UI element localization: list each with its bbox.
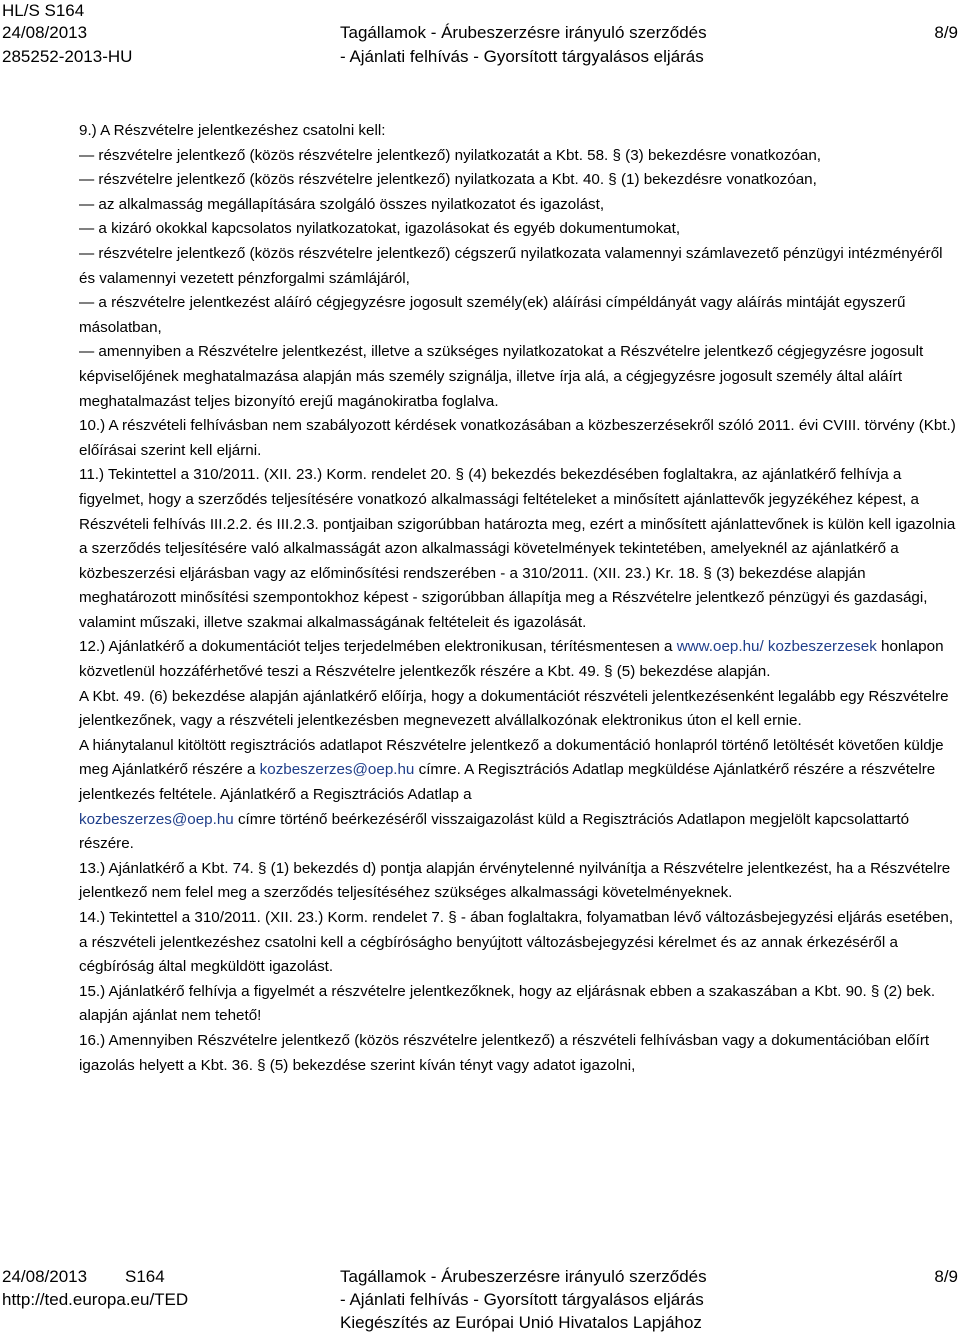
footer-date: 24/08/2013 bbox=[2, 1267, 88, 1286]
paragraph: 13.) Ajánlatkérő a Kbt. 74. § (1) bekezdés d) pontja alapján érvénytelenné nyilvánítja a Részvételre jelentkezést, ha a Részvételre jelentkező nem felel meg a szerződés teljesítéséhez szükséges alkalmassági követelményeknek. bbox=[79, 859, 951, 902]
paragraph: 14.) Tekintettel a 310/2011. (XII. 23.) Korm. rendelet 7. § - ában foglaltakra, folyamatban lévő változásbejegyzési eljárás esetében, a részvételi jelentkezéshez csatolni kell a cégbíróságho benyújtott változásbejegyzési kérelmet és az annak érkezéséről a cégbíróság által megküldött igazolást. bbox=[79, 909, 954, 976]
header-date: 24/08/2013 bbox=[2, 23, 88, 42]
footer-page-number: 8/9 bbox=[934, 1267, 958, 1286]
paragraph: — a részvételre jelentkezést aláíró cégjegyzésre jogosult személy(ek) aláírási címpéldányát vagy aláírás mintáját egyszerű másolatban, bbox=[79, 294, 906, 336]
header-title: Tagállamok - Árubeszerzésre irányuló szerződés bbox=[340, 23, 707, 42]
paragraph: 16.) Amennyiben Részvételre jelentkező (közös részvételre jelentkező) a részvételi felhívásban vagy a dokumentációban előírt igazolás helyett a Kbt. 36. § (5) bekezdése szerint kíván tényt vagy adatot igazolni, bbox=[79, 1031, 930, 1074]
email-link[interactable]: kozbeszerzes@oep.hu bbox=[79, 810, 234, 828]
header-code: HL/S S164 bbox=[2, 1, 85, 20]
paragraph: — részvételre jelentkező (közös részvételre jelentkező) nyilatkozatát a Kbt. 58. § (3) bekezdésre vonatkozóan, bbox=[79, 146, 822, 164]
text: 12.) Ajánlatkérő a dokumentációt teljes terjedelmében elektronikusan, térítésmentesen a bbox=[79, 638, 677, 656]
footer-title: Tagállamok - Árubeszerzésre irányuló szerződés bbox=[340, 1267, 707, 1286]
paragraph: — az alkalmasság megállapítására szolgáló összes nyilatkozatot és igazolást, bbox=[79, 195, 605, 213]
header-ref: 285252-2013-HU bbox=[2, 47, 133, 66]
paragraph: 9.) A Részvételre jelentkezéshez csatolni kell: bbox=[79, 122, 386, 139]
oep-link[interactable]: www.oep.hu/ kozbeszerzesek bbox=[676, 638, 877, 656]
footer-supplement: Kiegészítés az Európai Unió Hivatalos Lapjához bbox=[340, 1313, 702, 1332]
footer-code: S164 bbox=[125, 1267, 165, 1286]
paragraph: — részvételre jelentkező (közös részvételre jelentkező) nyilatkozata a Kbt. 40. § (1) bekezdésre vonatkozóan, bbox=[79, 171, 817, 189]
paragraph-registration bbox=[79, 734, 959, 857]
email-link[interactable]: kozbeszerzes@oep.hu bbox=[259, 761, 415, 779]
text: A hiánytalanul kitöltött regisztrációs adatlapot Részvételre jelentkező a dokumentáció honlapról történő letöltését követően küldje meg Ajánlatkérő részére a bbox=[79, 736, 944, 779]
paragraph: 11.) Tekintettel a 310/2011. (XII. 23.) Korm. rendelet 20. § (4) bekezdés bekezdésében foglaltakra, az ajánlatkérő felhívja a figyelmet, hogy a szerződés teljesítésére vonatkozó alkalmassági feltételeket a minősített ajánlattevők jegyzékéhez képest, a Részvételi felhívás III.2.2. és III.2.3. pontjaiban szigorúbban határozta meg, ezért a minősített ajánlattevőnek is külön kell igazolnia a szerződés teljesítésére való alkalmasságát azon alkalmassági követelmények tekintetében, amelyeknél az ajánlatkérő a közbeszerzési eljárásban vagy az előminősítési rendszerében - a 310/2011. (XII. 23.) Kr. 18. § (3) bekezdése alapján meghatározott minősítési szempontokhoz képest - szigorúbban állapítja meg a Részvételre jelentkező pénzügyi és gazdasági, valamint műszaki, illetve szakmai alkalmasságának feltételeit és igazolását. bbox=[79, 466, 956, 631]
paragraph: 15.) Ajánlatkérő felhívja a figyelmét a részvételre jelentkezőknek, hogy az eljárásnak ebben a szakaszában a Kbt. 90. § (2) bek. alapján ajánlat nem tehető! bbox=[79, 982, 936, 1025]
paragraph: — a kizáró okokkal kapcsolatos nyilatkozatokat, igazolásokat és egyéb dokumentumokat, bbox=[79, 220, 681, 238]
footer-url[interactable]: http://ted.europa.eu/TED bbox=[2, 1290, 189, 1309]
text: címre történő beérkezéséről visszaigazolást küld a Regisztrációs Adatlapon megjelölt kapcsolattartó részére. bbox=[79, 810, 910, 853]
document-body bbox=[79, 119, 959, 1078]
text: honlapon közvetlenül hozzáférhetővé teszi a Részvételre jelentkezők részére a Kbt. 49. § (5) bekezdése alapján. bbox=[79, 638, 944, 681]
paragraph-12 bbox=[79, 635, 959, 684]
paragraph: — részvételre jelentkező (közös részvételre jelentkező) cégszerű nyilatkozata valamennyi számlavezető pénzügyi intézményéről és valamennyi vezetett pénzforgalmi számlájáról, bbox=[79, 244, 943, 287]
paragraph: A Kbt. 49. (6) bekezdése alapján ajánlatkérő előírja, hogy a dokumentációt részvételi jelentkezésenként legalább egy Részvételre jelentkezőnek, vagy a részvételi jelentkezésben megnevezett alvállalkozónak elektronikus úton el kell ernie. bbox=[79, 687, 949, 730]
paragraph: 10.) A részvételi felhívásban nem szabályozott kérdések vonatkozásában a közbeszerzésekről szóló 2011. évi CVIII. törvény (Kbt.) előírásai szerint kell eljárni. bbox=[79, 417, 956, 459]
header-subtitle: - Ajánlati felhívás - Gyorsított tárgyalásos eljárás bbox=[340, 47, 704, 66]
header-page-number: 8/9 bbox=[934, 23, 958, 42]
paragraph: — amennyiben a Részvételre jelentkezést, illetve a szükséges nyilatkozatokat a Részvételre jelentkező cégjegyzésre jogosult képviselőjének meghatalmazása alapján más személy szignálja, illetve írja alá, a cégjegyzésre jogosult személy által aláírt meghatalmazást teljes bizonyító erejű magánokiratba foglalva. bbox=[79, 343, 924, 410]
text: címre. A Regisztrációs Adatlap megküldése Ajánlatkérő részére a részvételre jelentkezés feltétele. Ajánlatkérő a Regisztrációs Adatlap a bbox=[79, 761, 936, 804]
footer-subtitle: - Ajánlati felhívás - Gyorsított tárgyalásos eljárás bbox=[340, 1290, 704, 1309]
